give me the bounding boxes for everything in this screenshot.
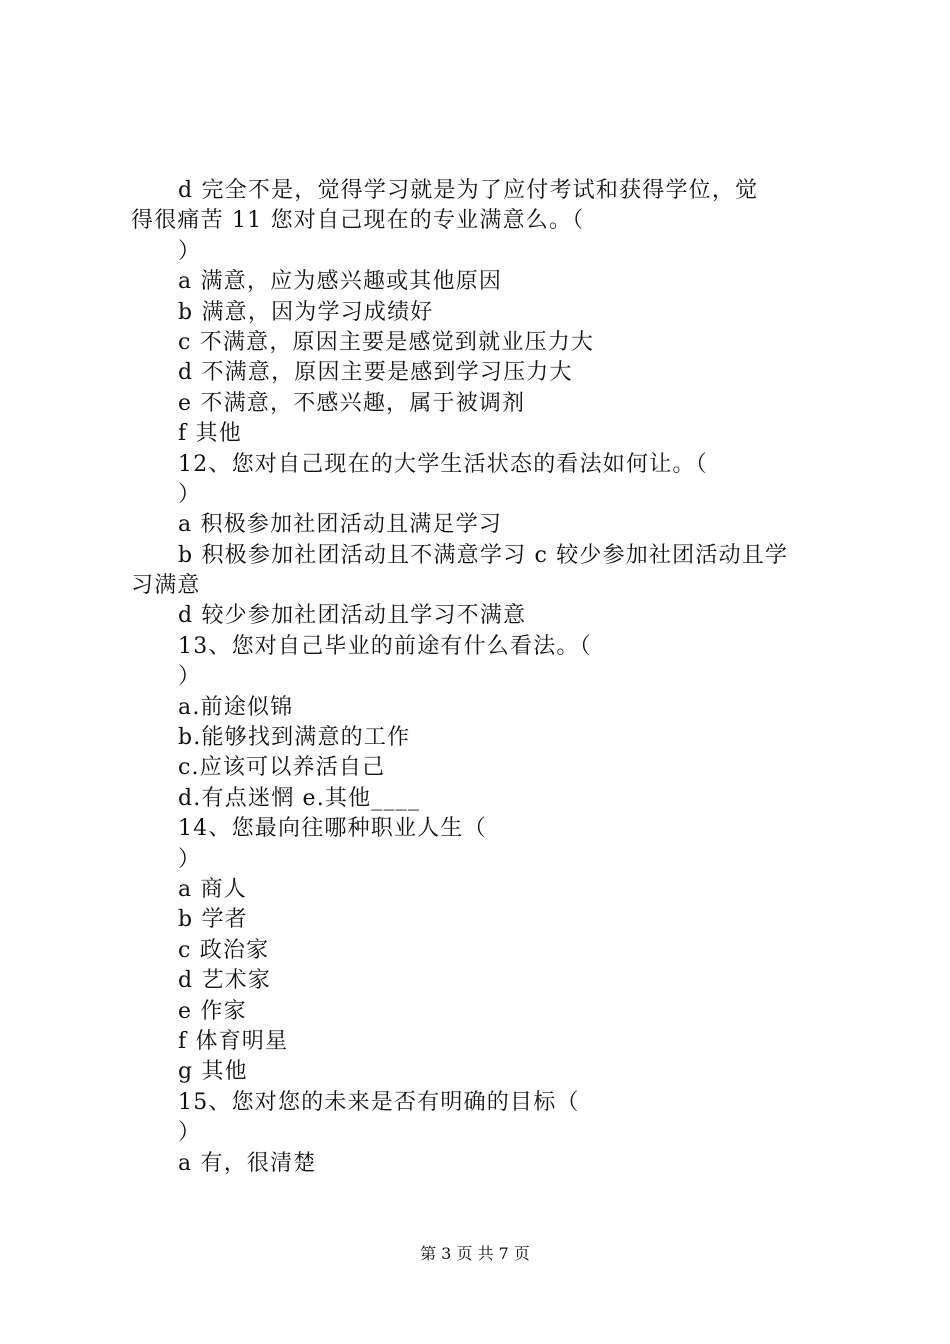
text-line: d 艺术家 [178, 968, 272, 994]
text-line: a 有，很清楚 [178, 1150, 317, 1176]
text-line: d 完全不是，觉得学习就是为了应付考试和获得学位，觉 [178, 178, 759, 203]
text-line: ） [178, 846, 202, 872]
text-line: d 不满意，原因主要是感到学习压力大 [178, 360, 573, 386]
text-line: b 满意，因为学习成绩好 [178, 299, 434, 325]
text-line: 12、您对自己现在的大学生活状态的看法如何让。（ [178, 451, 708, 477]
text-line: b 学者 [178, 907, 248, 933]
text-line: a.前途似锦 [178, 694, 294, 720]
page-footer: 第 3 页 共 7 页 [420, 1244, 530, 1263]
text-line: 15、您对您的未来是否有明确的目标（ [178, 1089, 580, 1115]
text-line: ） [178, 238, 202, 264]
text-line: c 政治家 [178, 937, 270, 963]
text-line: a 满意，应为感兴趣或其他原因 [178, 269, 503, 295]
text-line: e 不满意，不感兴趣，属于被调剂 [178, 390, 526, 416]
document-body [131, 176, 831, 1179]
text-line: ） [178, 664, 202, 690]
text-line: f 其他 [178, 421, 242, 447]
text-line: a 积极参加社团活动且满足学习 [178, 512, 503, 538]
text-line: e 作家 [178, 998, 247, 1024]
text-line: b 积极参加社团活动且不满意学习 c 较少参加社团活动且学 [178, 542, 789, 568]
text-line: c 不满意，原因主要是感觉到就业压力大 [178, 329, 595, 355]
text-line: c.应该可以养活自己 [178, 755, 386, 781]
text-line: 13、您对自己毕业的前途有什么看法。（ [178, 633, 592, 659]
text-line: ） [178, 1120, 202, 1146]
text-line: d 较少参加社团活动且学习不满意 [178, 603, 527, 629]
text-line: 14、您最向往哪种职业人生（ [178, 816, 487, 842]
text-line: g 其他 [178, 1059, 248, 1085]
text-line: f 体育明星 [178, 1028, 289, 1054]
text-line: d.有点迷惘 e.其他____ [178, 785, 421, 811]
text-line: b.能够找到满意的工作 [178, 725, 411, 751]
text-line: 得很痛苦 11 您对自己现在的专业满意么。（ [131, 208, 585, 234]
text-line: a 商人 [178, 876, 247, 902]
text-line: ） [178, 481, 202, 507]
text-line: 习满意 [131, 573, 201, 599]
